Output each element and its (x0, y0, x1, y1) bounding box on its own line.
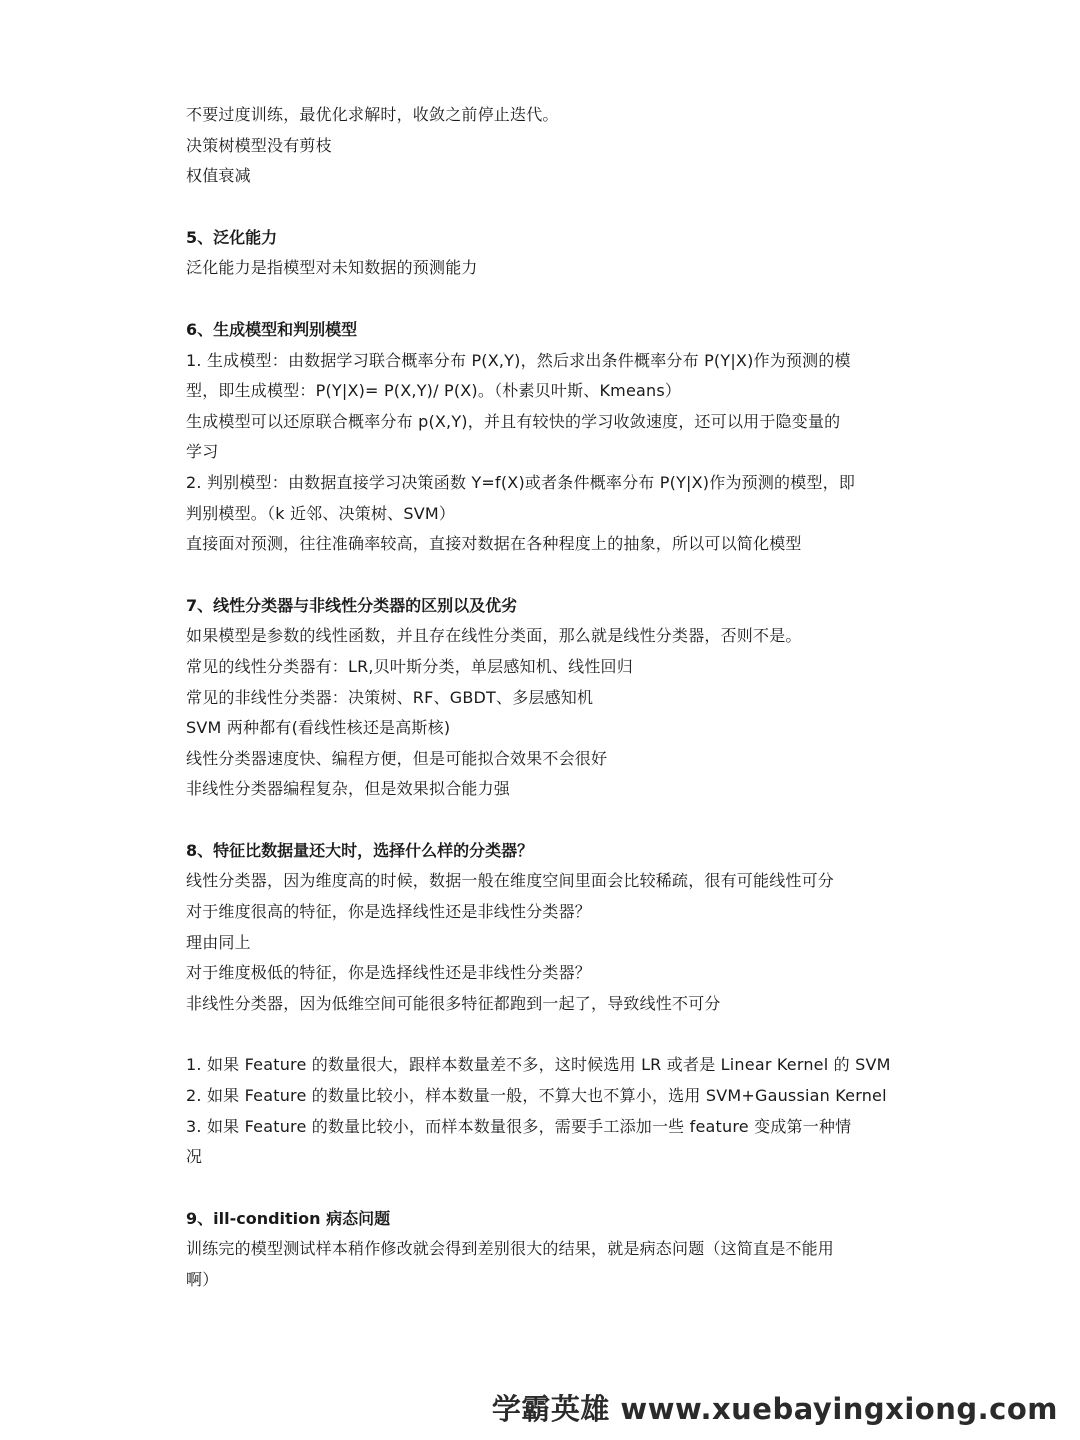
document-body (186, 100, 906, 1296)
numbered-list (186, 1050, 906, 1172)
text-line: 线性分类器速度快、编程方便，但是可能拟合效果不会很好 (186, 748, 608, 768)
text-line: 训练完的模型测试样本稍作修改就会得到差别很大的结果，就是病态问题（这简直是不能用 (186, 1239, 835, 1259)
site-watermark: 学霸英雄 www.xuebayingxiong.com (491, 1392, 1058, 1426)
text-line: 2. 判别模型：由数据直接学习决策函数 Y=f(X)或者条件概率分布 P(Y|X)作为预测的模型，即 (186, 472, 856, 492)
section-9 (186, 1204, 906, 1296)
section-8 (186, 836, 906, 1173)
text-line: 直接面对预测，往往准确率较高，直接对数据在各种程度上的抽象，所以可以简化模型 (186, 534, 802, 554)
text-line: 对于维度极低的特征，你是选择线性还是非线性分类器？ (186, 963, 592, 983)
section-heading: 5、泛化能力 (186, 227, 278, 247)
text-line: 泛化能力是指模型对未知数据的预测能力 (186, 258, 478, 278)
text-line: 常见的线性分类器有：LR,贝叶斯分类，单层感知机、线性回归 (186, 656, 633, 676)
text-line: 线性分类器，因为维度高的时候，数据一般在维度空间里面会比较稀疏，很有可能线性可分 (186, 871, 835, 891)
text-line: 不要过度训练，最优化求解时，收敛之前停止迭代。 (186, 105, 559, 124)
text-line: 对于维度很高的特征，你是选择线性还是非线性分类器？ (186, 902, 592, 922)
section-7 (186, 591, 906, 805)
list-item: 3. 如果 Feature 的数量比较小，而样本数量很多，需要手工添加一些 feature 变成第一种情 (186, 1116, 852, 1136)
text-line: 型，即生成模型：P(Y|X)= P(X,Y)/ P(X)。（朴素贝叶斯、Kmeans） (186, 381, 682, 401)
text-line: 非线性分类器编程复杂，但是效果拟合能力强 (186, 779, 511, 799)
section-5 (186, 223, 906, 284)
section-heading: 7、线性分类器与非线性分类器的区别以及优劣 (186, 595, 518, 615)
text-line: 如果模型是参数的线性函数，并且存在线性分类面，那么就是线性分类器，否则不是。 (186, 626, 802, 646)
text-line: 生成模型可以还原联合概率分布 p(X,Y)，并且有较快的学习收敛速度，还可以用于隐变量的 (186, 411, 841, 431)
text-line: 理由同上 (186, 932, 251, 952)
text-line: 决策树模型没有剪枝 (186, 135, 332, 155)
section-6 (186, 315, 906, 560)
section-heading: 8、特征比数据量还大时，选择什么样的分类器？ (186, 840, 534, 860)
text-line: 非线性分类器，因为低维空间可能很多特征都跑到一起了，导致线性不可分 (186, 993, 721, 1013)
text-line: 1. 生成模型：由数据学习联合概率分布 P(X,Y)，然后求出条件概率分布 P(Y|X)作为预测的模 (186, 350, 851, 370)
section-heading: 6、生成模型和判别模型 (186, 319, 358, 339)
text-line: 权值衰减 (186, 166, 251, 186)
text-line: 啊） (186, 1270, 219, 1289)
list-item: 1. 如果 Feature 的数量很大，跟样本数量差不多，这时候选用 LR 或者是 Linear Kernel 的 SVM (186, 1055, 891, 1075)
section-heading: 9、ill-condition 病态问题 (186, 1208, 391, 1228)
list-item: 况 (186, 1147, 203, 1167)
text-line: 常见的非线性分类器：决策树、RF、GBDT、多层感知机 (186, 687, 594, 707)
text-line: 判别模型。（k 近邻、决策树、SVM） (186, 503, 456, 523)
text-line: 学习 (186, 442, 219, 462)
intro-block (186, 100, 906, 192)
list-item: 2. 如果 Feature 的数量比较小，样本数量一般，不算大也不算小，选用 SVM+Gaussian Kernel (186, 1086, 887, 1106)
text-line: SVM 两种都有(看线性核还是高斯核) (186, 718, 451, 738)
